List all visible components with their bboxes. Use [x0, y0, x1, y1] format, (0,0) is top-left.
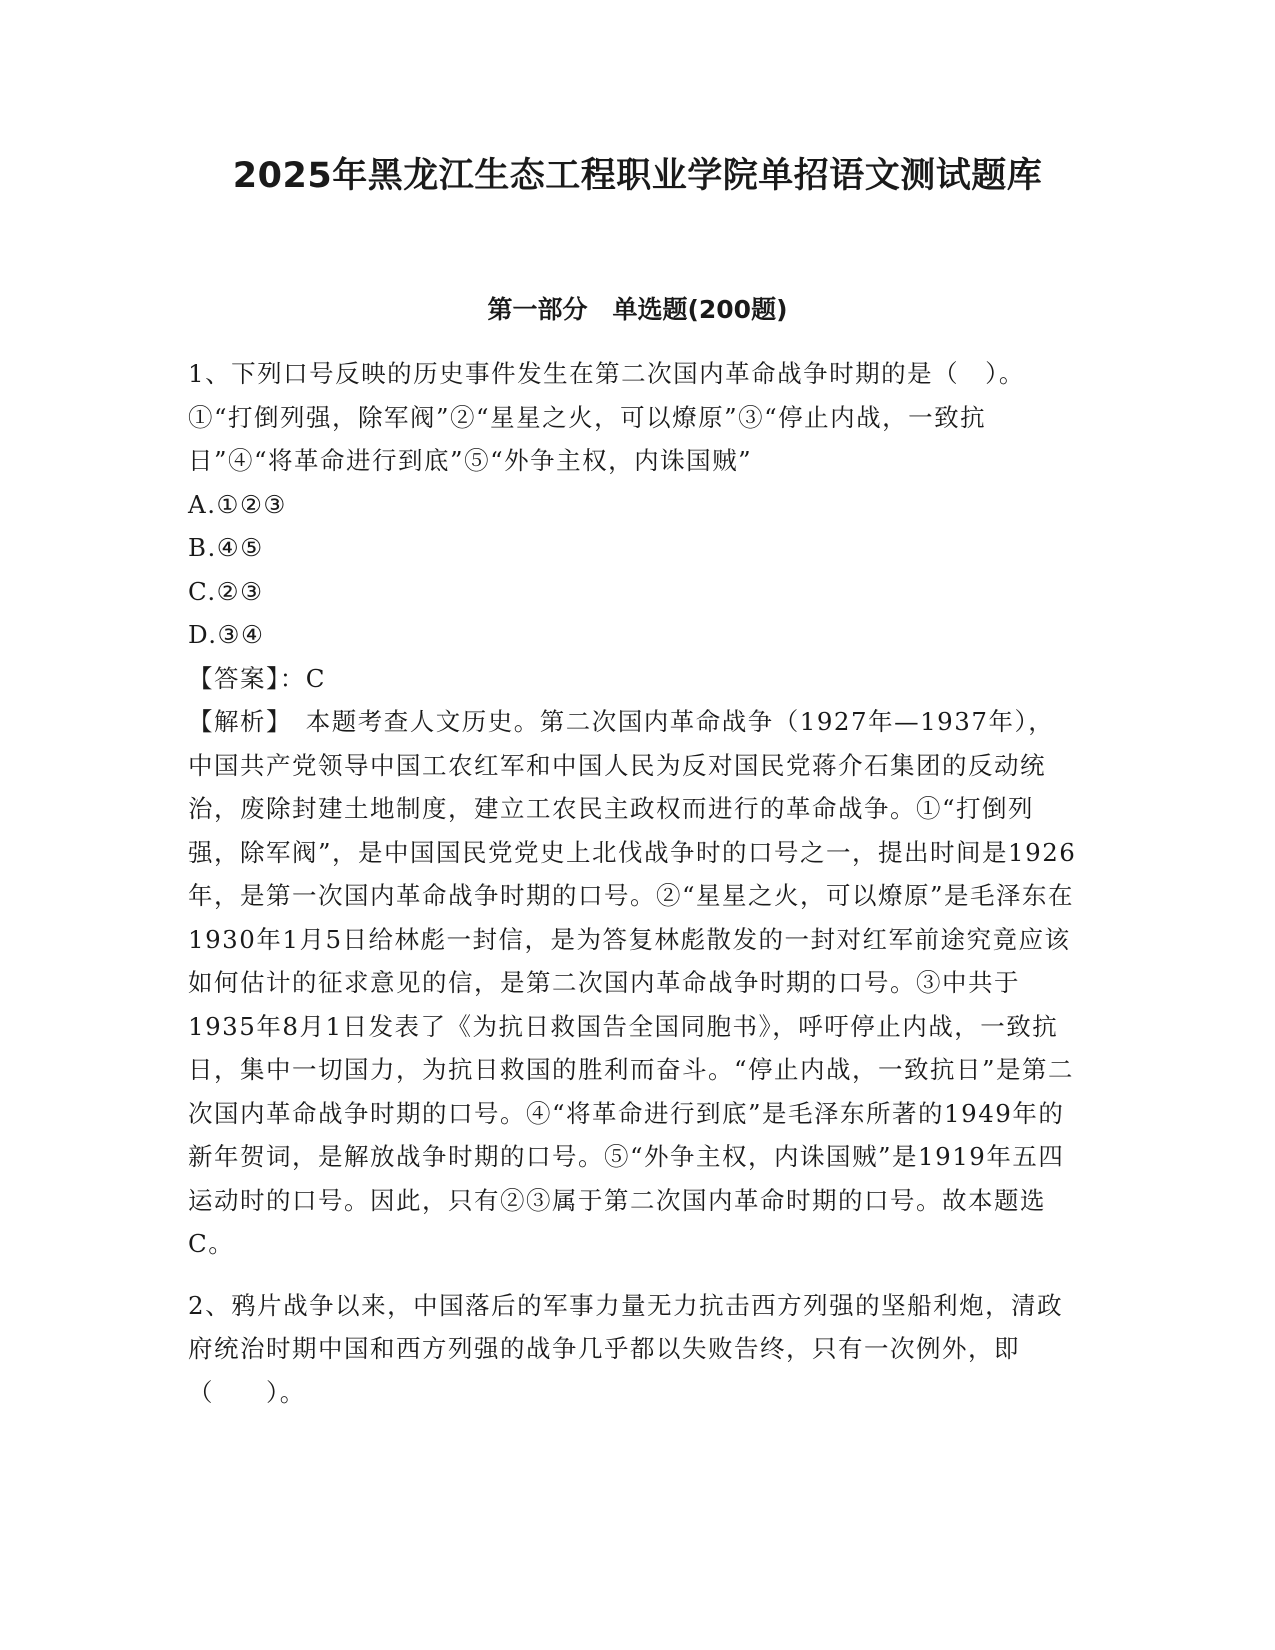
option-b: B.④⑤	[188, 533, 264, 562]
question-item	[188, 1284, 1078, 1415]
answer-line: 【答案】：C	[188, 663, 326, 693]
question-stem: 2、鸦片战争以来，中国落后的军事力量无力抗击西方列强的坚船利炮，清政府统治时期中国和西方列强的战争几乎都以失败告终，只有一次例外，即（ ）。	[188, 1290, 1064, 1407]
question-list	[188, 352, 1078, 1414]
section-title: 第一部分 单选题(200题)	[487, 295, 788, 324]
option-a: A.①②③	[188, 489, 287, 519]
option-d: D.③④	[188, 620, 265, 649]
option-c: C.②③	[188, 576, 264, 606]
question-item	[188, 352, 1078, 1266]
question-stem: 1、下列口号反映的历史事件发生在第二次国内革命战争时期的是（ ）。①“打倒列强，除军阀”②“星星之火，可以燎原”③“停止内战，一致抗日”④“将革命进行到底”⑤“外争主权，内诛国贼”	[188, 359, 1025, 475]
document-title: 2025年黑龙江生态工程职业学院单招语文测试题库	[232, 156, 1043, 196]
analysis-paragraph: 【解析】 本题考查人文历史。第二次国内革命战争（1927年—1937年），中国共产党领导中国工农红军和中国人民为反对国民党蒋介石集团的反动统治，废除封建土地制度，建立工农民主政权而进行的革命战争。①“打倒列强，除军阀”，是中国国民党党史上北伐战争时的口号之一，提出时间是1926年，是第一次国内革命战争时期的口号。②“星星之火，可以燎原”是毛泽东在1930年1月5日给林彪一封信，是为答复林彪散发的一封对红军前途究竟应该如何估计的征求意见的信，是第二次国内革命战争时期的口号。③中共于1935年8月1日发表了《为抗日救国告全国同胞书》，呼吁停止内战，一致抗日，集中一切国力，为抗日救国的胜利而奋斗。“停止内战，一致抗日”是第二次国内革命战争时期的口号。④“将革命进行到底”是毛泽东所著的1949年的新年贺词，是解放战争时期的口号。⑤“外争主权，内诛国贼”是1919年五四运动时的口号。因此，只有②③属于第二次国内革命时期的口号。故本题选C。	[188, 707, 1077, 1258]
